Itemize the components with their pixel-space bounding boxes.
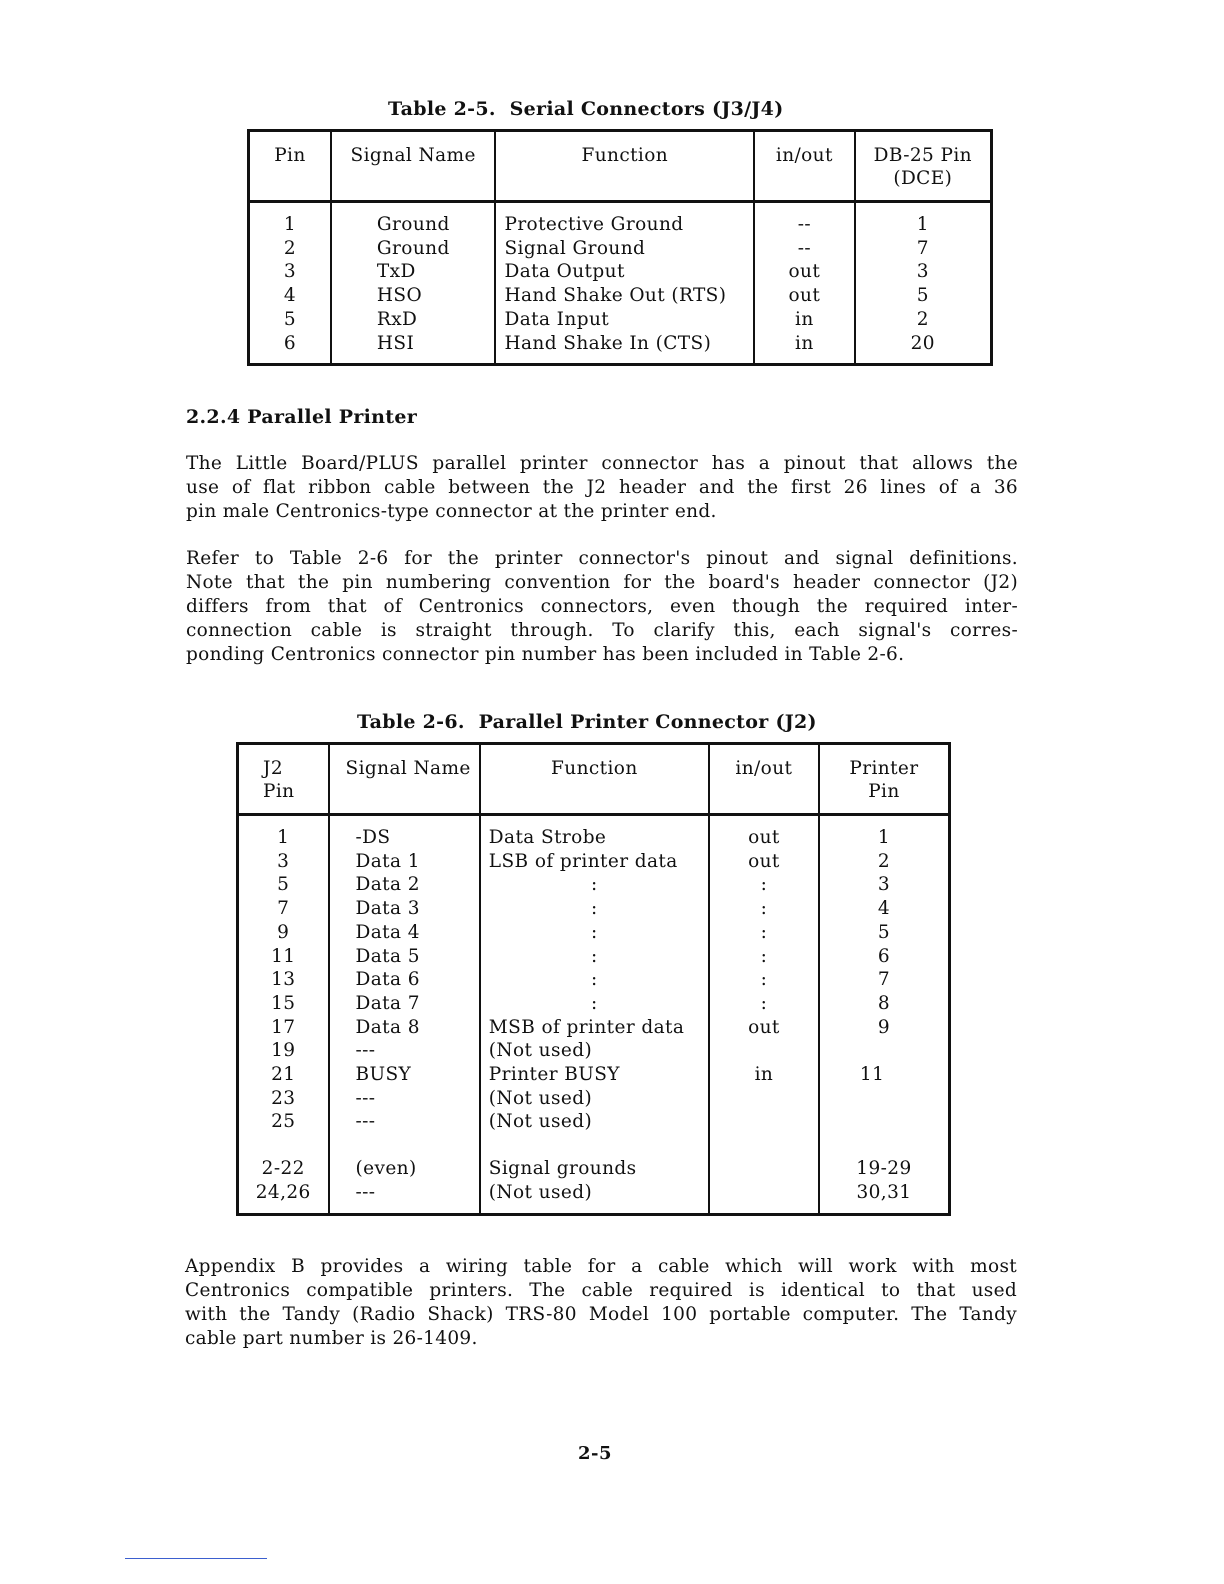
cell-in-out: : [709, 921, 819, 945]
cell-j2-pin: 25 [271, 1111, 296, 1133]
cell-signal: HSI [331, 332, 496, 365]
paragraph-line: Note that the pin numbering convention for the board's header connector (J2) [186, 572, 1018, 593]
cell-db25: 7 [855, 237, 992, 261]
cell-in-out: out [754, 260, 855, 284]
header-j2-pin: J2 Pin [238, 744, 329, 815]
cell-in-out: in [754, 332, 855, 365]
cell-signal: --- [329, 1110, 480, 1134]
table-row [238, 1016, 950, 1040]
cell-in-out: -- [754, 202, 855, 237]
cell-printer-pin: 19-29 [819, 1157, 950, 1181]
table-row [249, 202, 992, 237]
cell-function: Hand Shake Out (RTS) [495, 284, 754, 308]
cell-signal: --- [329, 1039, 480, 1063]
table-row [249, 260, 992, 284]
paragraph-pinout-note [186, 547, 1018, 667]
table-row [238, 945, 950, 969]
cell-signal: Data 4 [329, 921, 480, 945]
cell-j2-pin: 3 [277, 850, 290, 872]
cell-function: : [480, 873, 709, 897]
cell-function: : [480, 968, 709, 992]
cell-signal: Ground [331, 237, 496, 261]
cell-in-out: out [754, 284, 855, 308]
paragraph-intro [186, 452, 1018, 524]
cell-db25: 3 [855, 260, 992, 284]
cell-in-out [709, 1039, 819, 1063]
cell-in-out: : [709, 873, 819, 897]
cell-printer-pin: 7 [819, 968, 950, 992]
cell-signal: --- [329, 1181, 480, 1214]
cell-function: (Not used) [480, 1039, 709, 1063]
cell-function: Protective Ground [495, 202, 754, 237]
cell-in-out: : [709, 968, 819, 992]
cell-j2-pin: 1 [277, 827, 290, 848]
cell-pin: 1 [283, 214, 297, 235]
table-row [238, 1157, 950, 1181]
table-row [238, 873, 950, 897]
cell-db25: 1 [855, 202, 992, 237]
cell-signal: -DS [329, 815, 480, 850]
cell-in-out: out [709, 815, 819, 850]
table-row [249, 308, 992, 332]
cell-pin: 5 [283, 308, 297, 330]
spacer-cell [480, 1134, 709, 1157]
cell-pin: 2 [283, 237, 297, 259]
header-signal-name: Signal Name [329, 744, 480, 815]
paragraph-line: ponding Centronics connector pin number has been included in Table 2-6. [186, 644, 905, 665]
table-row [238, 1039, 950, 1063]
cell-printer-pin: 3 [819, 873, 950, 897]
cell-in-out: : [709, 945, 819, 969]
cell-printer-pin: 1 [819, 815, 950, 850]
cell-in-out [709, 1110, 819, 1134]
cell-signal: Data 7 [329, 992, 480, 1016]
cell-printer-pin: 6 [819, 945, 950, 969]
paragraph-line: with the Tandy (Radio Shack) TRS-80 Model 100 portable computer. The Tandy [185, 1304, 1017, 1325]
paragraph-appendix-note [185, 1255, 1017, 1351]
cell-signal: TxD [331, 260, 496, 284]
cell-j2-pin: 9 [277, 921, 290, 943]
cell-in-out: out [709, 1016, 819, 1040]
cell-function: Data Strobe [480, 815, 709, 850]
cell-j2-pin: 7 [277, 898, 290, 920]
paragraph-line: pin male Centronics-type connector at the printer end. [186, 501, 717, 522]
table-row [238, 1087, 950, 1111]
table-row [238, 968, 950, 992]
cell-in-out [709, 1087, 819, 1111]
header-function: Function [495, 131, 754, 202]
cell-function: Printer BUSY [480, 1063, 709, 1087]
cell-j2-pin: 13 [271, 969, 296, 991]
table-caption: Table 2-6. Parallel Printer Connector (J2) [357, 711, 817, 733]
paragraph-line: cable part number is 26-1409. [185, 1328, 478, 1349]
header-printer-pin: Printer Pin [819, 744, 950, 815]
cell-signal: HSO [331, 284, 496, 308]
paragraph-line: use of flat ribbon cable between the J2 header and the first 26 lines of a 36 [186, 477, 1018, 498]
cell-printer-pin [819, 1110, 950, 1134]
spacer-cell [238, 1134, 329, 1157]
cell-pin: 4 [283, 285, 297, 307]
cell-function: (Not used) [480, 1110, 709, 1134]
paragraph-line: The Little Board/PLUS parallel printer connector has a pinout that allows the [186, 453, 1018, 474]
spacer-cell [819, 1134, 950, 1157]
header-in-out: in/out [709, 744, 819, 815]
cell-function: : [480, 921, 709, 945]
paragraph-line: connection cable is straight through. To clarify this, each signal's corres- [186, 620, 1018, 641]
cell-function: : [480, 992, 709, 1016]
cell-printer-pin [819, 1087, 950, 1111]
spacer-cell [709, 1134, 819, 1157]
cell-j2-pin: 15 [271, 992, 296, 1014]
cell-signal: (even) [329, 1157, 480, 1181]
paragraph-line: Refer to Table 2-6 for the printer connector's pinout and signal definitions. [186, 548, 1018, 569]
cell-printer-pin [819, 1039, 950, 1063]
table-row [249, 332, 992, 365]
cell-signal: Data 5 [329, 945, 480, 969]
cell-j2-pin: 24,26 [255, 1181, 311, 1203]
cell-j2-pin: 19 [271, 1040, 296, 1062]
cell-printer-pin: 4 [819, 897, 950, 921]
paragraph-line: Appendix B provides a wiring table for a cable which will work with most [185, 1256, 1017, 1277]
cell-j2-pin: 11 [271, 945, 296, 967]
table-caption: Table 2-5. Serial Connectors (J3/J4) [388, 98, 784, 120]
cell-signal: Ground [331, 202, 496, 237]
header-db25-pin: DB-25 Pin (DCE) [855, 131, 992, 202]
cell-printer-pin: 9 [819, 1016, 950, 1040]
header-signal-name: Signal Name [331, 131, 496, 202]
cell-printer-pin: 11 [819, 1063, 950, 1087]
cell-j2-pin: 21 [271, 1064, 296, 1086]
cell-function: : [480, 945, 709, 969]
cell-signal: Data 8 [329, 1016, 480, 1040]
cell-signal: Data 6 [329, 968, 480, 992]
cell-in-out: out [709, 850, 819, 874]
cell-db25: 2 [855, 308, 992, 332]
page-number: 2-5 [578, 1443, 613, 1464]
cell-function: (Not used) [480, 1181, 709, 1214]
cell-in-out: : [709, 992, 819, 1016]
table-header-row [249, 131, 992, 202]
table-row [238, 850, 950, 874]
table-row [249, 237, 992, 261]
cell-function: Data Input [495, 308, 754, 332]
cell-signal: BUSY [329, 1063, 480, 1087]
header-pin: Pin [249, 131, 331, 202]
cell-j2-pin: 17 [271, 1016, 296, 1038]
cell-signal: Data 3 [329, 897, 480, 921]
table-row [238, 1181, 950, 1214]
table-header-row [238, 744, 950, 815]
cell-pin: 3 [283, 261, 297, 283]
cell-function: Data Output [495, 260, 754, 284]
table-spacer-row [238, 1134, 950, 1157]
cell-function: : [480, 897, 709, 921]
cell-function: Signal Ground [495, 237, 754, 261]
cell-printer-pin: 5 [819, 921, 950, 945]
cell-j2-pin: 5 [277, 874, 290, 896]
cell-signal: Data 1 [329, 850, 480, 874]
cell-signal: RxD [331, 308, 496, 332]
cell-function: LSB of printer data [480, 850, 709, 874]
section-heading: 2.2.4 Parallel Printer [186, 406, 418, 428]
cell-j2-pin: 2-22 [261, 1158, 305, 1180]
cell-function: (Not used) [480, 1087, 709, 1111]
footnote-rule [125, 1558, 267, 1559]
cell-db25: 20 [855, 332, 992, 365]
cell-function: Hand Shake In (CTS) [495, 332, 754, 365]
table-row [238, 1063, 950, 1087]
cell-signal: Data 2 [329, 873, 480, 897]
cell-in-out [709, 1157, 819, 1181]
header-in-out: in/out [754, 131, 855, 202]
parallel-printer-connector-table [236, 742, 951, 1216]
cell-signal: --- [329, 1087, 480, 1111]
cell-printer-pin: 8 [819, 992, 950, 1016]
table-row [249, 284, 992, 308]
paragraph-line: differs from that of Centronics connectors, even though the required inter- [186, 596, 1018, 617]
cell-function: Signal grounds [480, 1157, 709, 1181]
cell-j2-pin: 23 [271, 1087, 296, 1109]
table-row [238, 1110, 950, 1134]
cell-db25: 5 [855, 284, 992, 308]
table-row [238, 815, 950, 850]
cell-in-out [709, 1181, 819, 1214]
cell-in-out: in [754, 308, 855, 332]
serial-connectors-table [247, 129, 993, 366]
cell-in-out: -- [754, 237, 855, 261]
paragraph-line: Centronics compatible printers. The cable required is identical to that used [185, 1280, 1017, 1301]
cell-function: MSB of printer data [480, 1016, 709, 1040]
spacer-cell [329, 1134, 480, 1157]
cell-in-out: in [709, 1063, 819, 1087]
cell-printer-pin: 30,31 [819, 1181, 950, 1214]
table-row [238, 897, 950, 921]
cell-in-out: : [709, 897, 819, 921]
cell-printer-pin: 2 [819, 850, 950, 874]
table-row [238, 921, 950, 945]
header-function: Function [480, 744, 709, 815]
table-row [238, 992, 950, 1016]
cell-pin: 6 [283, 332, 297, 354]
